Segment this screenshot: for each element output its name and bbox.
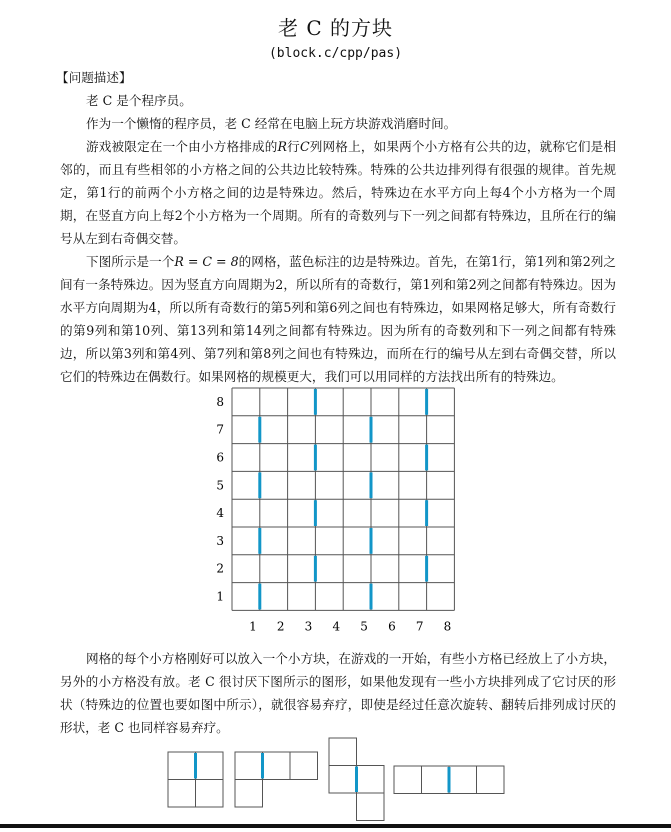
problem-content (56, 66, 617, 388)
lower-content (60, 647, 616, 739)
math-equation: R = C = 8 (174, 254, 239, 269)
shape-2-cell (263, 752, 291, 780)
shape-3-cell (329, 738, 357, 766)
column-label: 8 (443, 619, 452, 634)
paragraph-1: 老 C 是个程序员。 (86, 93, 192, 108)
shape-4-cell (394, 766, 422, 794)
shape-1-cell (196, 780, 224, 808)
section-title: 【问题描述】 (56, 70, 132, 85)
shape-1-cell (168, 780, 196, 808)
shape-3-cell (329, 766, 357, 794)
column-label: 2 (276, 619, 285, 634)
shape-4-cell (449, 766, 477, 794)
paragraph-5: 网格的每个小方格刚好可以放入一个小方块，在游戏的一开始，有些小方格已经放上了小方块，另外的小方格没有放。老 C 很讨厌下图所示的图形，如果他发现有一些小方块排列成了它讨厌的形状（特殊边的位置也要如图中所示），就很容易弃疗，即使是经过任意次旋转、翻转后排列成讨厌的形状，老 C 也同样容易弃疗。 (60, 651, 616, 735)
math-c: C (299, 139, 310, 154)
column-label: 4 (332, 619, 341, 634)
shape-2-cell (290, 752, 318, 780)
row-label: 8 (216, 394, 224, 409)
page-title: 老 C 的方块 (277, 16, 394, 40)
shape-4-cell (477, 766, 505, 794)
page-bottom-rule (0, 824, 671, 828)
page-subtitle: (block.c/cpp/pas) (268, 46, 403, 61)
row-label: 2 (216, 561, 224, 576)
paragraph-4-part-a: 下图所示是一个 (86, 254, 175, 269)
paragraph-3-part-a: 游戏被限定在一个由小方格排成的 (86, 139, 278, 154)
paragraph-3 (60, 135, 616, 250)
column-label: 5 (360, 619, 368, 634)
row-label: 7 (216, 422, 224, 437)
math-r: R (277, 139, 287, 154)
row-label: 1 (216, 589, 224, 604)
paragraph-2: 作为一个懒惰的程序员，老 C 经常在电脑上玩方块游戏消磨时间。 (86, 116, 457, 131)
row-label: 5 (216, 478, 224, 493)
hated-shapes-figure (0, 737, 671, 828)
paragraph-3-part-c: 列网格上，如果两个小方格有公共的边，就称它们是相邻的，而且有些相邻的小方格之间的公共边比较特殊。特殊的公共边排列得有很强的规律。首先规定，第1行的前两个小方格之间的边是特殊边。然后，特殊边在水平方向上每4个小方格为一个周期，在竖直方向上每2个小方格为一个周期。所有的奇数列与下一列之间都有特殊边，且所在行的编号从左到右奇偶交替。 (60, 139, 617, 246)
column-label: 7 (415, 619, 424, 634)
column-label: 1 (249, 619, 257, 634)
row-label: 3 (216, 533, 224, 548)
column-label: 3 (304, 619, 313, 634)
shape-2-cell (235, 752, 263, 780)
shape-3-cell (357, 766, 385, 794)
shape-4-cell (422, 766, 450, 794)
row-label: 6 (216, 450, 224, 465)
shape-1-cell (168, 752, 196, 780)
shape-2-cell (235, 780, 263, 808)
row-label: 4 (216, 506, 224, 521)
column-label: 6 (388, 619, 396, 634)
paragraph-4-part-b: 的网格，蓝色标注的边是特殊边。首先，在第1行，第1列和第2列之间有一条特殊边。因为竖直方向周期为2，所以所有的奇数行，第1列和第2列之间都有特殊边。因为水平方向周期为4，所以所有奇数行的第5列和第6列之间也有特殊边，如果网格足够大，所有奇数行的第9列和第10列、第13列和第14列之间都有特殊边。因为所有的奇数列和下一列之间都有特殊边，所以第3列和第4列、第7列和第8列之间也有特殊边，而所在行的编号从左到右奇偶交替，所以它们的特殊边在偶数行。如果网格的规模更大，我们可以用同样的方法找出所有的特殊边。 (60, 254, 616, 384)
paragraph-3-part-b: 行 (287, 139, 300, 154)
example-grid (212, 386, 462, 638)
paragraph-4 (60, 250, 616, 388)
shape-1-cell (196, 752, 224, 780)
hated-shapes (0, 737, 671, 828)
example-grid-figure (212, 386, 462, 642)
shape-3-cell (357, 793, 385, 821)
